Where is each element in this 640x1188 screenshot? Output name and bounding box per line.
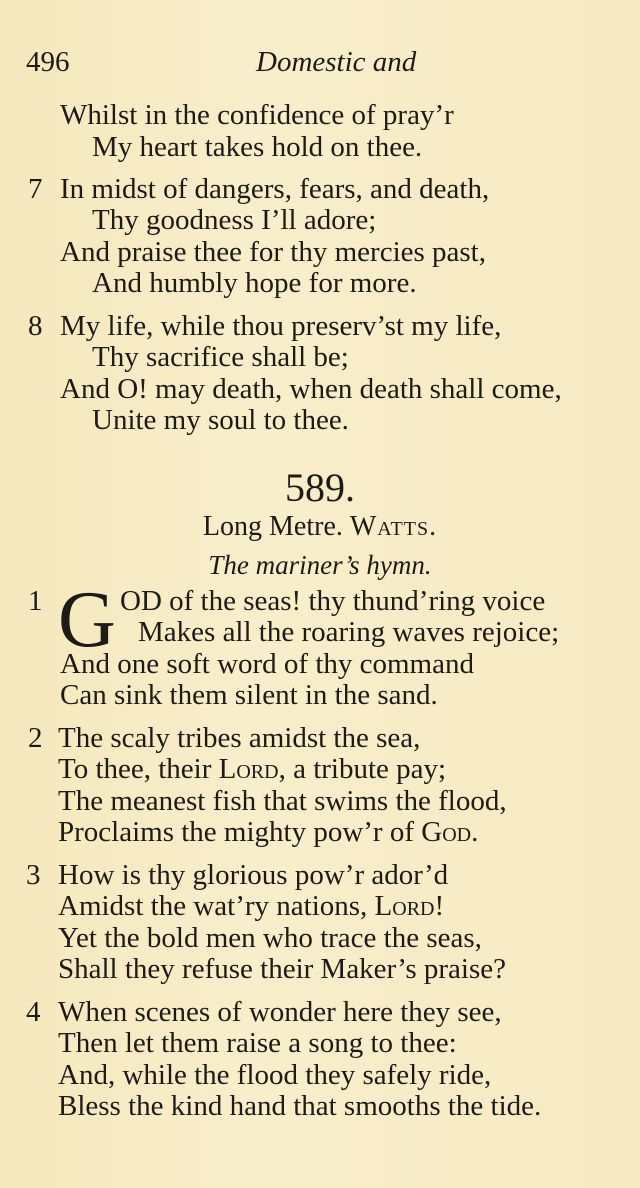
verse-line <box>58 752 446 786</box>
verse-text: Amidst the wat’ry nations, <box>58 890 375 922</box>
drop-cap: G <box>58 576 116 664</box>
verse-line: In midst of dangers, fears, and death, <box>60 173 490 205</box>
verse-line: The scaly tribes amidst the sea, <box>58 722 421 754</box>
hymn-author: Watts. <box>349 511 438 542</box>
verse-line: And praise thee for thy mercies past, <box>60 236 486 268</box>
verse-line: Makes all the roaring waves rejoice; <box>138 616 560 648</box>
stanza-number: 1 <box>28 585 43 617</box>
verse-line: Thy goodness I’ll adore; <box>92 204 377 236</box>
verse-line: And one soft word of thy command <box>60 648 474 680</box>
stanza-number: 8 <box>28 310 43 342</box>
verse-line: Bless the kind hand that smooths the tide. <box>58 1090 542 1122</box>
stanza-number: 4 <box>26 996 41 1028</box>
verse-line: My life, while thou preserv’st my life, <box>60 310 502 342</box>
meter-label: Long Metre. <box>202 511 343 542</box>
verse-line <box>58 889 444 923</box>
running-title: Domestic and <box>256 46 417 78</box>
stanza-number: 2 <box>28 722 43 754</box>
verse-line: When scenes of wonder here they see, <box>58 996 502 1028</box>
stanza-number: 3 <box>26 859 41 891</box>
verse-line: And, while the flood they safely ride, <box>58 1059 492 1091</box>
stanza-number: 7 <box>28 173 43 205</box>
verse-line: Whilst in the confidence of pray’r <box>60 99 454 131</box>
page-header <box>26 46 610 80</box>
verse-line: Shall they refuse their Maker’s praise? <box>58 953 506 985</box>
page-number: 496 <box>26 46 70 78</box>
verse-text: ! <box>434 890 445 922</box>
verse-line: And O! may death, when death shall come, <box>60 373 562 405</box>
hymn-number: 589. <box>285 465 355 510</box>
verse-line: How is thy glorious pow’r ador’d <box>58 859 449 891</box>
verse-line <box>58 815 478 849</box>
hymn-subtitle: The mariner’s hymn. <box>208 550 432 580</box>
verse-text: Proclaims the mighty pow’r of <box>58 816 422 848</box>
verse-line: OD of the seas! thy thund’ring voice <box>120 585 546 617</box>
verse-line: Then let them raise a song to thee: <box>58 1027 457 1059</box>
verse-line: My heart takes hold on thee. <box>92 131 423 163</box>
verse-line: Thy sacrifice shall be; <box>92 341 349 373</box>
divine-name: Lord <box>374 890 435 922</box>
verse-text: . <box>471 816 479 848</box>
verse-text: , a tribute pay; <box>278 753 447 785</box>
hymn-meter <box>0 510 640 544</box>
verse-line: And humbly hope for more. <box>92 267 417 299</box>
verse-line: Unite my soul to thee. <box>92 404 349 436</box>
divine-name: God <box>421 816 472 848</box>
verse-line: Can sink them silent in the sand. <box>60 679 438 711</box>
verse-line: Yet the bold men who trace the seas, <box>58 922 482 954</box>
divine-name: Lord <box>218 753 279 785</box>
verse-text: To thee, their <box>58 753 219 785</box>
verse-line: The meanest fish that swims the flood, <box>58 785 507 817</box>
